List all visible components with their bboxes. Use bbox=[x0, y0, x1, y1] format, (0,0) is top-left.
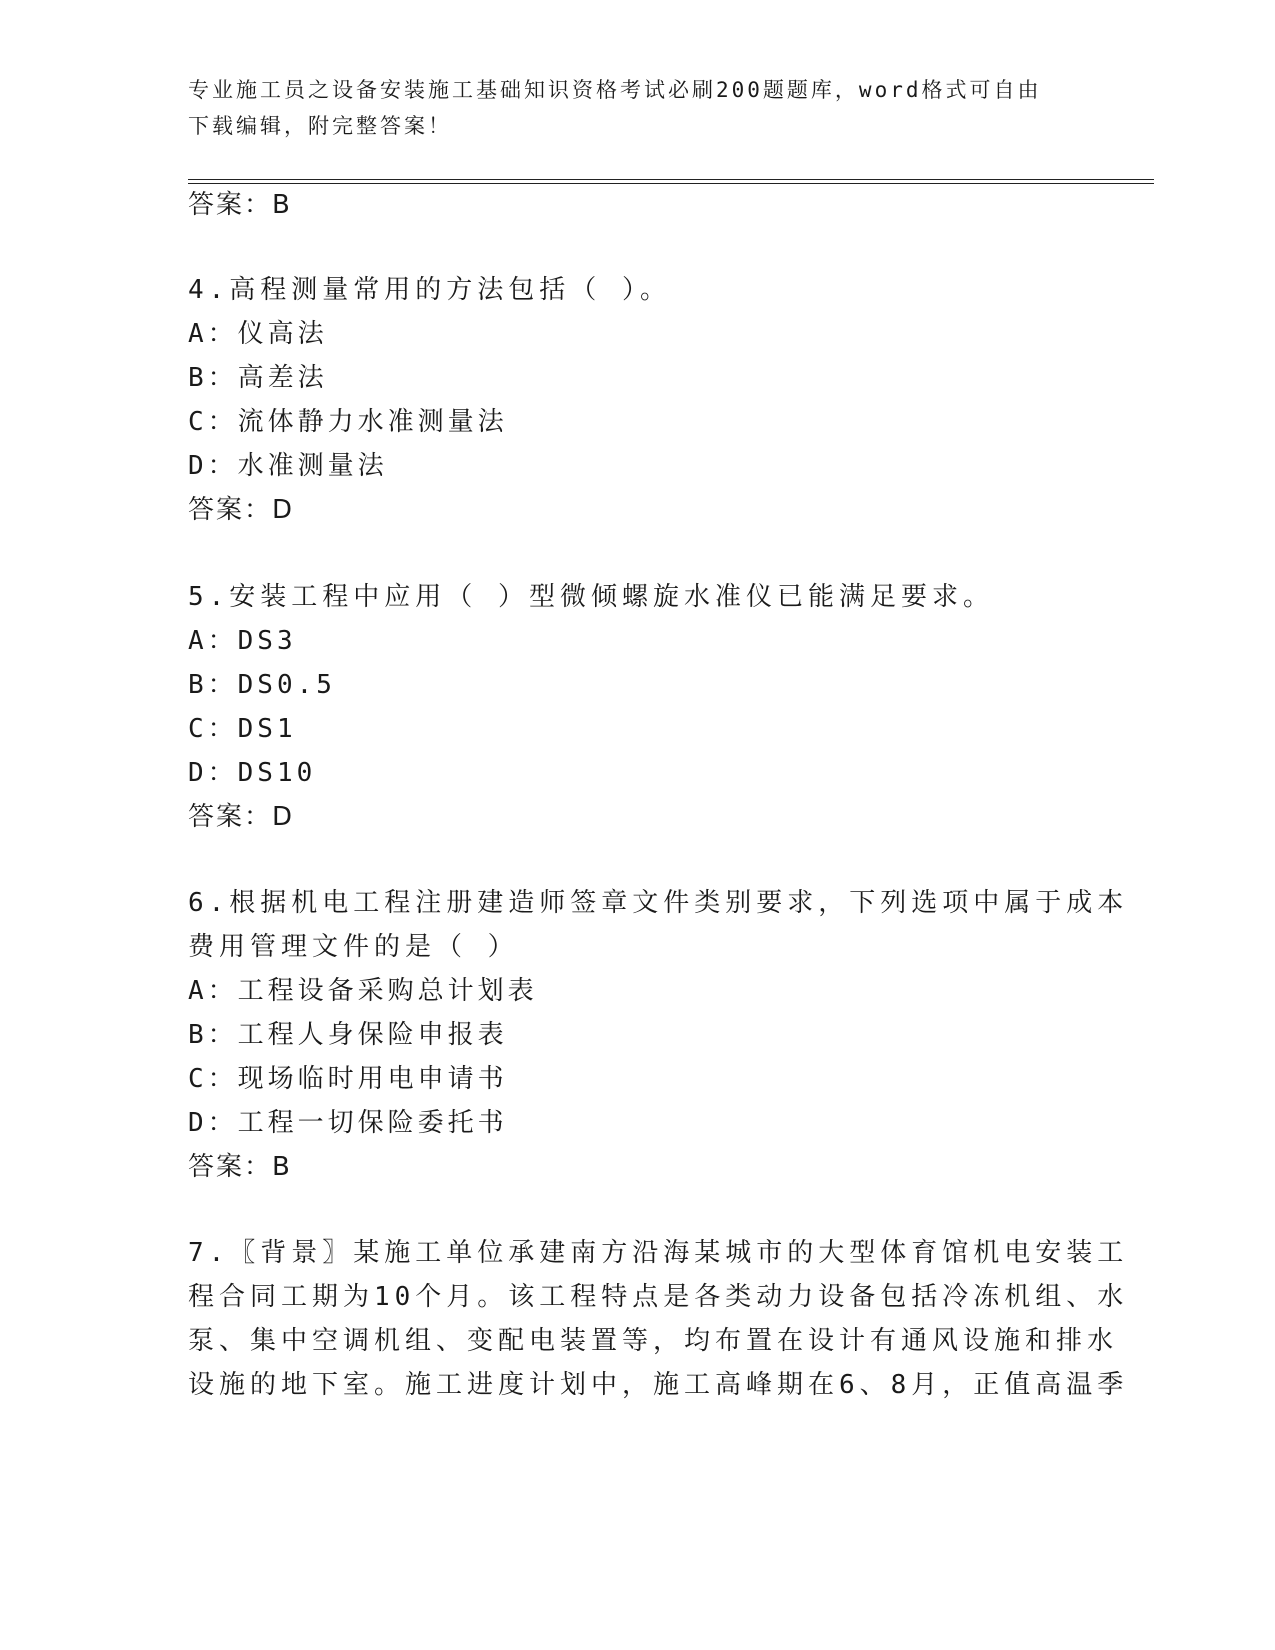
question-7-line-2: 程合同工期为10个月。该工程特点是各类动力设备包括冷冻机组、水 bbox=[188, 1282, 1129, 1312]
question-4-option-a: A：仪高法 bbox=[188, 319, 328, 349]
answer-q5: 答案：D bbox=[188, 802, 295, 832]
question-7-line-1: 7.〖背景〗某施工单位承建南方沿海某城市的大型体育馆机电安装工 bbox=[188, 1238, 1129, 1268]
question-5-option-a: A：DS3 bbox=[188, 626, 297, 656]
answer-q6: 答案：B bbox=[188, 1152, 292, 1182]
question-4-option-d: D：水准测量法 bbox=[188, 451, 388, 481]
question-6-option-c: C：现场临时用电申请书 bbox=[188, 1064, 508, 1094]
question-7-line-3: 泵、集中空调机组、变配电装置等，均布置在设计有通风设施和排水 bbox=[188, 1326, 1119, 1356]
question-7-line-4: 设施的地下室。施工进度计划中，施工高峰期在6、8月，正值高温季 bbox=[188, 1370, 1129, 1400]
question-6-option-b: B：工程人身保险申报表 bbox=[188, 1020, 508, 1050]
header-divider-bottom bbox=[188, 183, 1154, 184]
question-5-option-b: B：DS0.5 bbox=[188, 670, 336, 700]
question-6-stem-line-2: 费用管理文件的是（ ） bbox=[188, 932, 519, 962]
question-5-option-d: D：DS10 bbox=[188, 758, 317, 788]
question-4-option-b: B：高差法 bbox=[188, 363, 328, 393]
question-6-option-a: A：工程设备采购总计划表 bbox=[188, 976, 538, 1006]
document-header bbox=[188, 72, 1068, 144]
question-4-stem: 4.高程测量常用的方法包括（ ）。 bbox=[188, 275, 671, 305]
question-5-stem: 5.安装工程中应用（ ）型微倾螺旋水准仪已能满足要求。 bbox=[188, 582, 994, 612]
header-line-2: 下载编辑，附完整答案！ bbox=[188, 114, 452, 138]
question-4-option-c: C：流体静力水准测量法 bbox=[188, 407, 508, 437]
answer-q4: 答案：D bbox=[188, 495, 295, 525]
question-5-option-c: C：DS1 bbox=[188, 714, 297, 744]
question-6-stem-line-1: 6.根据机电工程注册建造师签章文件类别要求，下列选项中属于成本 bbox=[188, 888, 1129, 918]
header-line-1: 专业施工员之设备安装施工基础知识资格考试必刷200题题库，word格式可自由 bbox=[188, 78, 1042, 102]
header-divider-top bbox=[188, 179, 1154, 180]
answer-q3: 答案：B bbox=[188, 190, 292, 220]
question-6-option-d: D：工程一切保险委托书 bbox=[188, 1108, 508, 1138]
